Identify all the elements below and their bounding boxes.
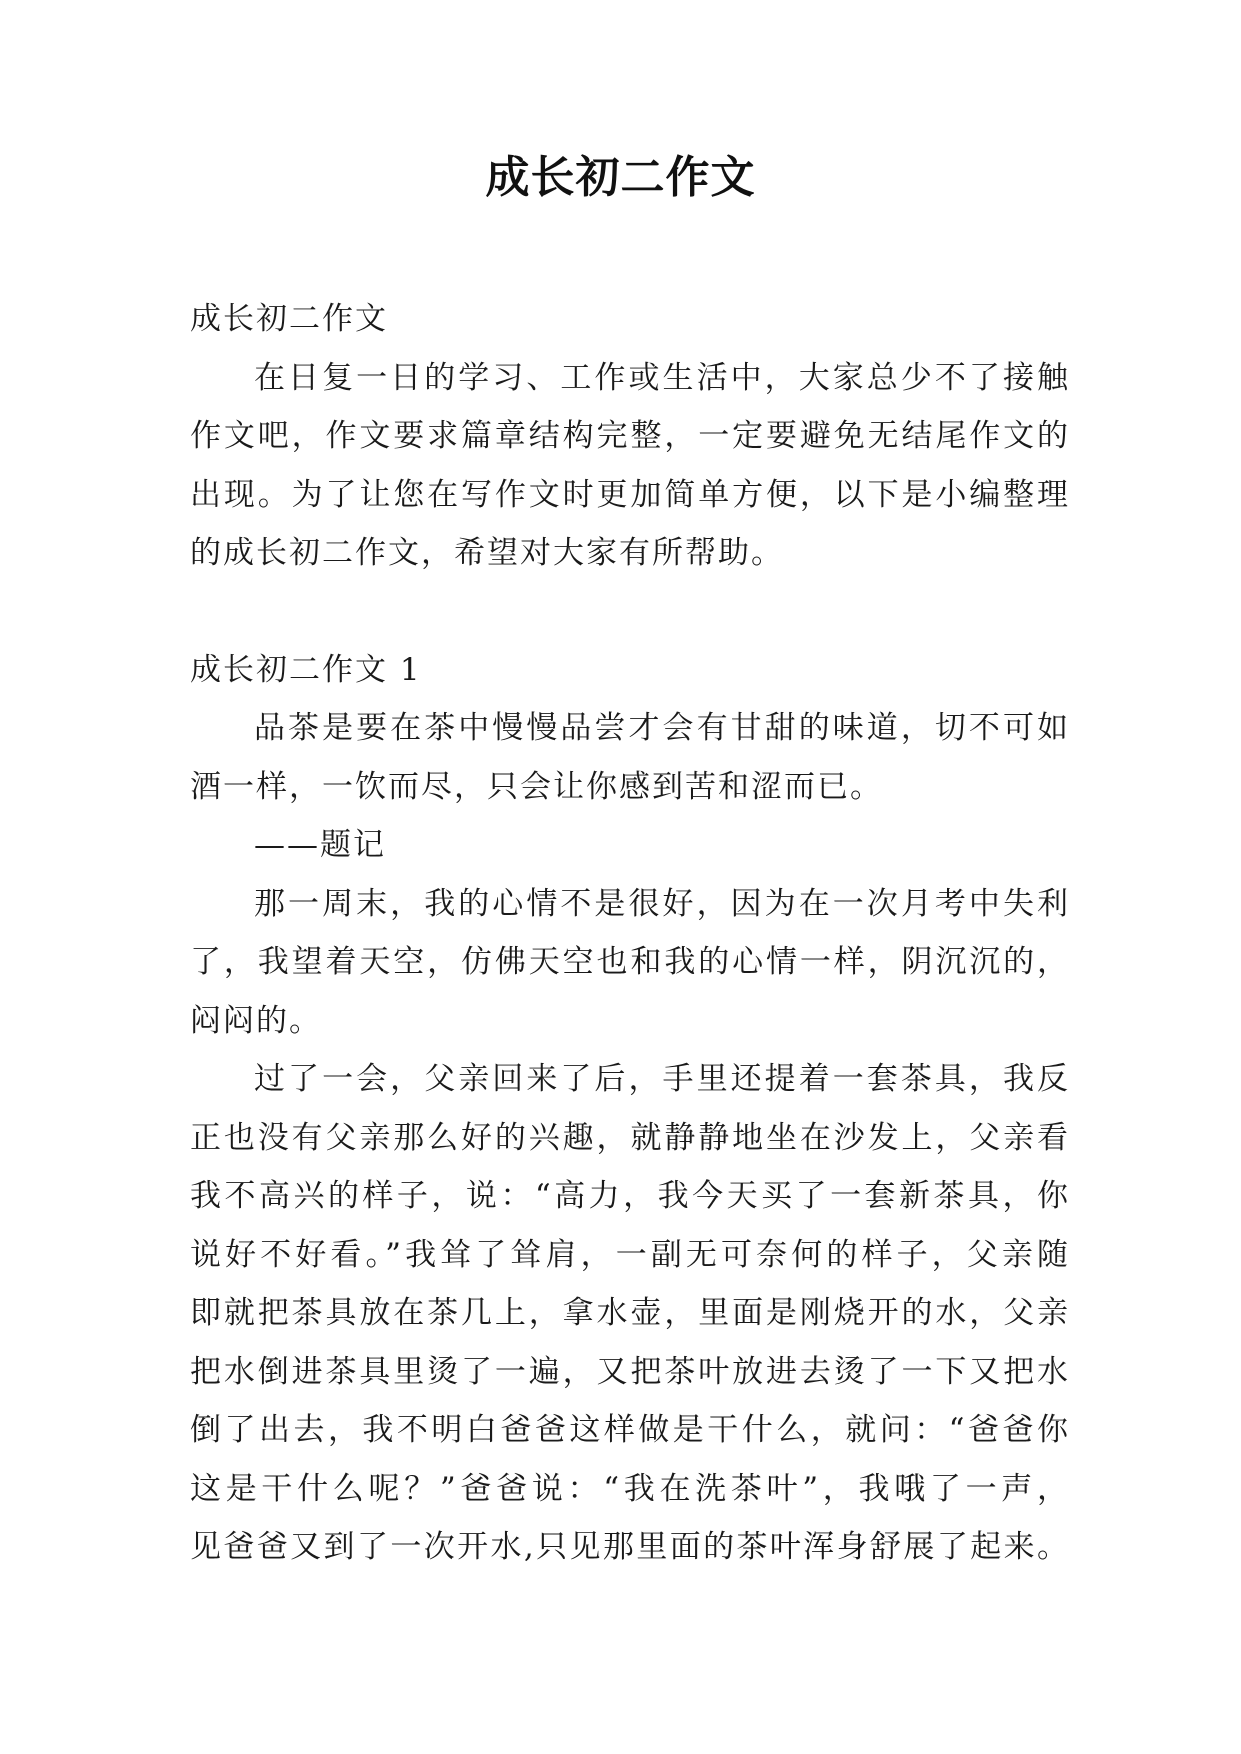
epigraph-source: ——题记 [254,827,386,863]
paragraph-line: 出现。为了让您在写作文时更加简单方便，以下是小编整理 [190,476,1070,513]
paragraph-line: 作文吧，作文要求篇章结构完整，一定要避免无结尾作文的 [190,418,1070,454]
paragraph-line: 即就把茶具放在茶几上，拿水壶，里面是刚烧开的水，父亲 [190,1295,1070,1331]
essay-paragraph-2 [190,1050,1070,1577]
paragraph-line: 那一周末，我的心情不是很好，因为在一次月考中失利 [254,885,1070,922]
document-title: 成长初二作文 [485,152,756,203]
paragraph-line: 这是干什么呢？”爸爸说：“我在洗茶叶”，我哦了一声， [190,1470,1070,1507]
paragraph-line: 说好不好看。”我耸了耸肩，一副无可奈何的样子，父亲随 [190,1236,1070,1273]
epigraph-paragraph [190,699,1070,816]
paragraph-line: 了，我望着天空，仿佛天空也和我的心情一样，阴沉沉的， [190,944,1070,980]
document-body [190,290,1070,1577]
paragraph-line: 在日复一日的学习、工作或生活中，大家总少不了接触 [254,359,1070,396]
intro-heading: 成长初二作文 [190,301,388,337]
paragraph-line: 过了一会，父亲回来了后，手里还提着一套茶具，我反 [254,1061,1070,1097]
section-spacer [190,583,1070,641]
paragraph-line: 见爸爸又到了一次开水,只见那里面的茶叶浑身舒展了起来。 [190,1529,1070,1565]
paragraph-line: 倒了出去，我不明白爸爸这样做是干什么，就问：“爸爸你 [190,1412,1070,1448]
paragraph-line: 的成长初二作文，希望对大家有所帮助。 [190,535,784,571]
paragraph-line: 酒一样，一饮而尽，只会让你感到苦和涩而已。 [190,768,883,805]
paragraph-line: 我不高兴的样子，说：“高力，我今天买了一套新茶具，你 [190,1178,1070,1214]
paragraph-line: 品茶是要在茶中慢慢品尝才会有甘甜的味道，切不可如 [254,710,1070,746]
essay-heading: 成长初二作文 1 [190,651,422,688]
paragraph-line: 闷闷的。 [190,1002,322,1039]
paragraph-line: 正也没有父亲那么好的兴趣，就静静地坐在沙发上，父亲看 [190,1119,1070,1156]
essay-paragraph-1 [190,875,1070,1051]
intro-paragraph [190,349,1070,583]
paragraph-line: 把水倒进茶具里烫了一遍，又把茶叶放进去烫了一下又把水 [190,1353,1070,1390]
